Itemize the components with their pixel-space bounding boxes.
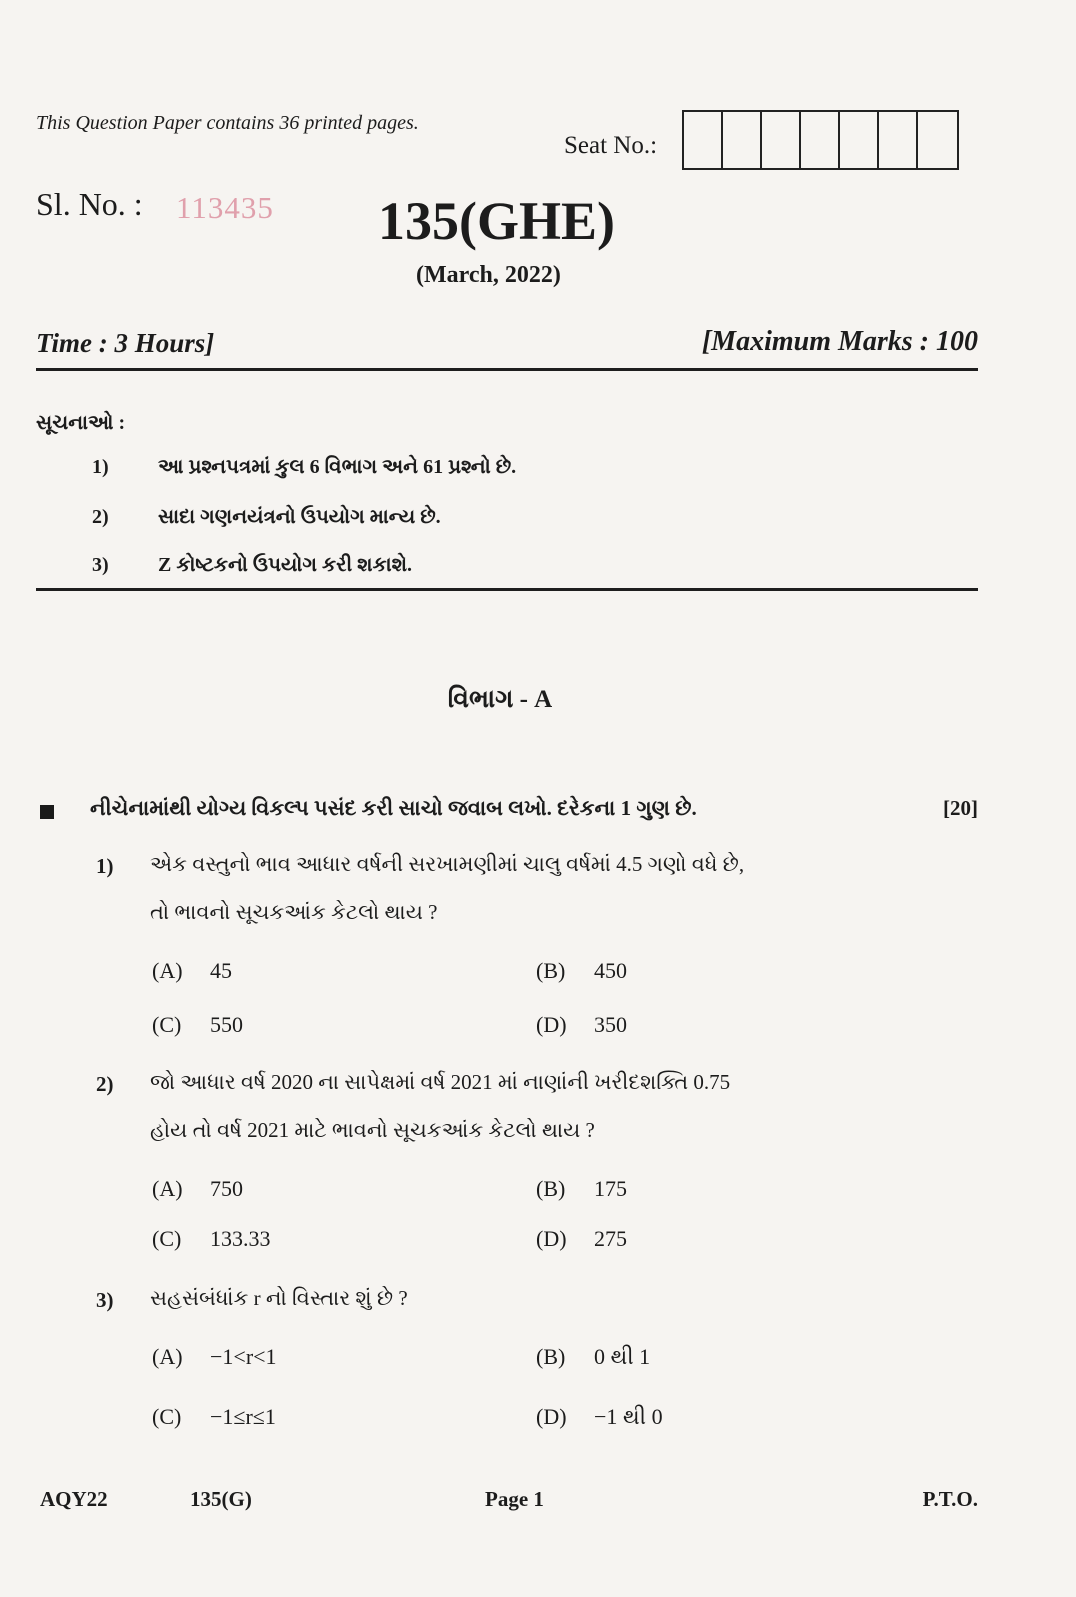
question-number: 3) bbox=[96, 1288, 114, 1312]
option-label: (A) bbox=[152, 1344, 183, 1369]
serial-number-label: Sl. No. : bbox=[36, 186, 143, 222]
option-text: −1<r<1 bbox=[210, 1344, 277, 1369]
instruction-item bbox=[92, 506, 441, 529]
instruction-number: 1) bbox=[92, 456, 109, 478]
section-title: વિભાગ - A bbox=[447, 686, 553, 713]
option-d bbox=[536, 1226, 627, 1252]
instruction-item bbox=[92, 554, 412, 577]
option-label: (B) bbox=[536, 1344, 566, 1369]
serial-number: 113435 bbox=[176, 190, 274, 225]
instruction-number: 3) bbox=[92, 554, 109, 576]
option-b bbox=[536, 1344, 650, 1370]
seat-box[interactable] bbox=[762, 112, 801, 168]
please-turn-over: P.T.O. bbox=[922, 1487, 978, 1511]
instruction-text: Z કોષ્ટકનો ઉપયોગ કરી શકાશે. bbox=[158, 554, 413, 576]
paper-code: 135(GHE) bbox=[378, 191, 615, 251]
exam-date: (March, 2022) bbox=[416, 262, 561, 288]
option-a bbox=[152, 1344, 277, 1370]
page-number: Page 1 bbox=[485, 1487, 544, 1511]
footer-code: AQY22 bbox=[40, 1487, 108, 1511]
option-label: (D) bbox=[536, 1012, 567, 1037]
option-label: (A) bbox=[152, 958, 183, 983]
option-c bbox=[152, 1226, 271, 1252]
option-text: 550 bbox=[210, 1012, 243, 1037]
seat-number-label: Seat No.: bbox=[564, 132, 658, 159]
instruction-text: સાદા ગણનયંત્રનો ઉપયોગ માન્ય છે. bbox=[158, 506, 441, 528]
section-directive: નીચેનામાંથી યોગ્ય વિકલ્પ પસંદ કરી સાચો જવાબ લખો. દરેકના 1 ગુણ છે. bbox=[90, 796, 697, 820]
seat-box[interactable] bbox=[684, 112, 723, 168]
option-text: 350 bbox=[594, 1012, 627, 1037]
instruction-number: 2) bbox=[92, 506, 109, 528]
instruction-text: આ પ્રશ્નપત્રમાં કુલ 6 વિભાગ અને 61 પ્રશ્નો છે. bbox=[158, 456, 517, 478]
time-allowed: Time : 3 Hours] bbox=[36, 328, 215, 358]
option-c bbox=[152, 1404, 276, 1430]
seat-box[interactable] bbox=[801, 112, 840, 168]
option-text: 450 bbox=[594, 958, 627, 983]
footer-subject: 135(G) bbox=[190, 1487, 252, 1511]
option-c bbox=[152, 1012, 243, 1038]
question-number: 1) bbox=[96, 854, 114, 878]
header-divider bbox=[36, 368, 978, 371]
option-label: (C) bbox=[152, 1404, 182, 1429]
option-d bbox=[536, 1012, 627, 1038]
option-label: (C) bbox=[152, 1226, 182, 1251]
seat-box[interactable] bbox=[723, 112, 762, 168]
maximum-marks: [Maximum Marks : 100 bbox=[701, 326, 978, 357]
instructions-divider bbox=[36, 588, 978, 591]
seat-box[interactable] bbox=[840, 112, 879, 168]
option-label: (D) bbox=[536, 1404, 567, 1429]
option-text: −1 થી 0 bbox=[594, 1404, 663, 1429]
question-text: તો ભાવનો સૂચકઆંક કેટલો થાય ? bbox=[150, 900, 438, 924]
pages-note: This Question Paper contains 36 printed pages. bbox=[36, 112, 419, 134]
option-a bbox=[152, 958, 232, 984]
option-label: (C) bbox=[152, 1012, 182, 1037]
option-text: 133.33 bbox=[210, 1226, 271, 1251]
option-a bbox=[152, 1176, 243, 1202]
option-text: 45 bbox=[210, 958, 232, 983]
option-text: 0 થી 1 bbox=[594, 1344, 651, 1369]
option-text: −1≤r≤1 bbox=[210, 1404, 276, 1429]
seat-box[interactable] bbox=[918, 112, 957, 168]
instruction-item bbox=[92, 456, 516, 479]
question-text: જો આધાર વર્ષ 2020 ના સાપેક્ષમાં વર્ષ 2021 માં નાણાંની ખરીદશક્તિ 0.75 bbox=[150, 1070, 731, 1094]
seat-box[interactable] bbox=[879, 112, 918, 168]
question-text: સહસંબંધાંક r નો વિસ્તાર શું છે ? bbox=[150, 1286, 408, 1310]
section-marks: [20] bbox=[943, 796, 978, 820]
option-text: 750 bbox=[210, 1176, 243, 1201]
question-text: એક વસ્તુનો ભાવ આધાર વર્ષની સરખામણીમાં ચાલુ વર્ષમાં 4.5 ગણો વધે છે, bbox=[150, 852, 745, 876]
option-label: (D) bbox=[536, 1226, 567, 1251]
option-text: 275 bbox=[594, 1226, 627, 1251]
option-b bbox=[536, 958, 627, 984]
option-label: (B) bbox=[536, 1176, 566, 1201]
question-text: હોય તો વર્ષ 2021 માટે ભાવનો સૂચકઆંક કેટલો થાય ? bbox=[150, 1118, 595, 1142]
option-d bbox=[536, 1404, 663, 1430]
option-label: (A) bbox=[152, 1176, 183, 1201]
option-label: (B) bbox=[536, 958, 566, 983]
option-b bbox=[536, 1176, 627, 1202]
instructions-title: સૂચનાઓ : bbox=[36, 412, 126, 434]
question-number: 2) bbox=[96, 1072, 114, 1096]
square-bullet-icon bbox=[40, 805, 54, 819]
seat-number-boxes[interactable] bbox=[682, 110, 959, 170]
option-text: 175 bbox=[594, 1176, 627, 1201]
